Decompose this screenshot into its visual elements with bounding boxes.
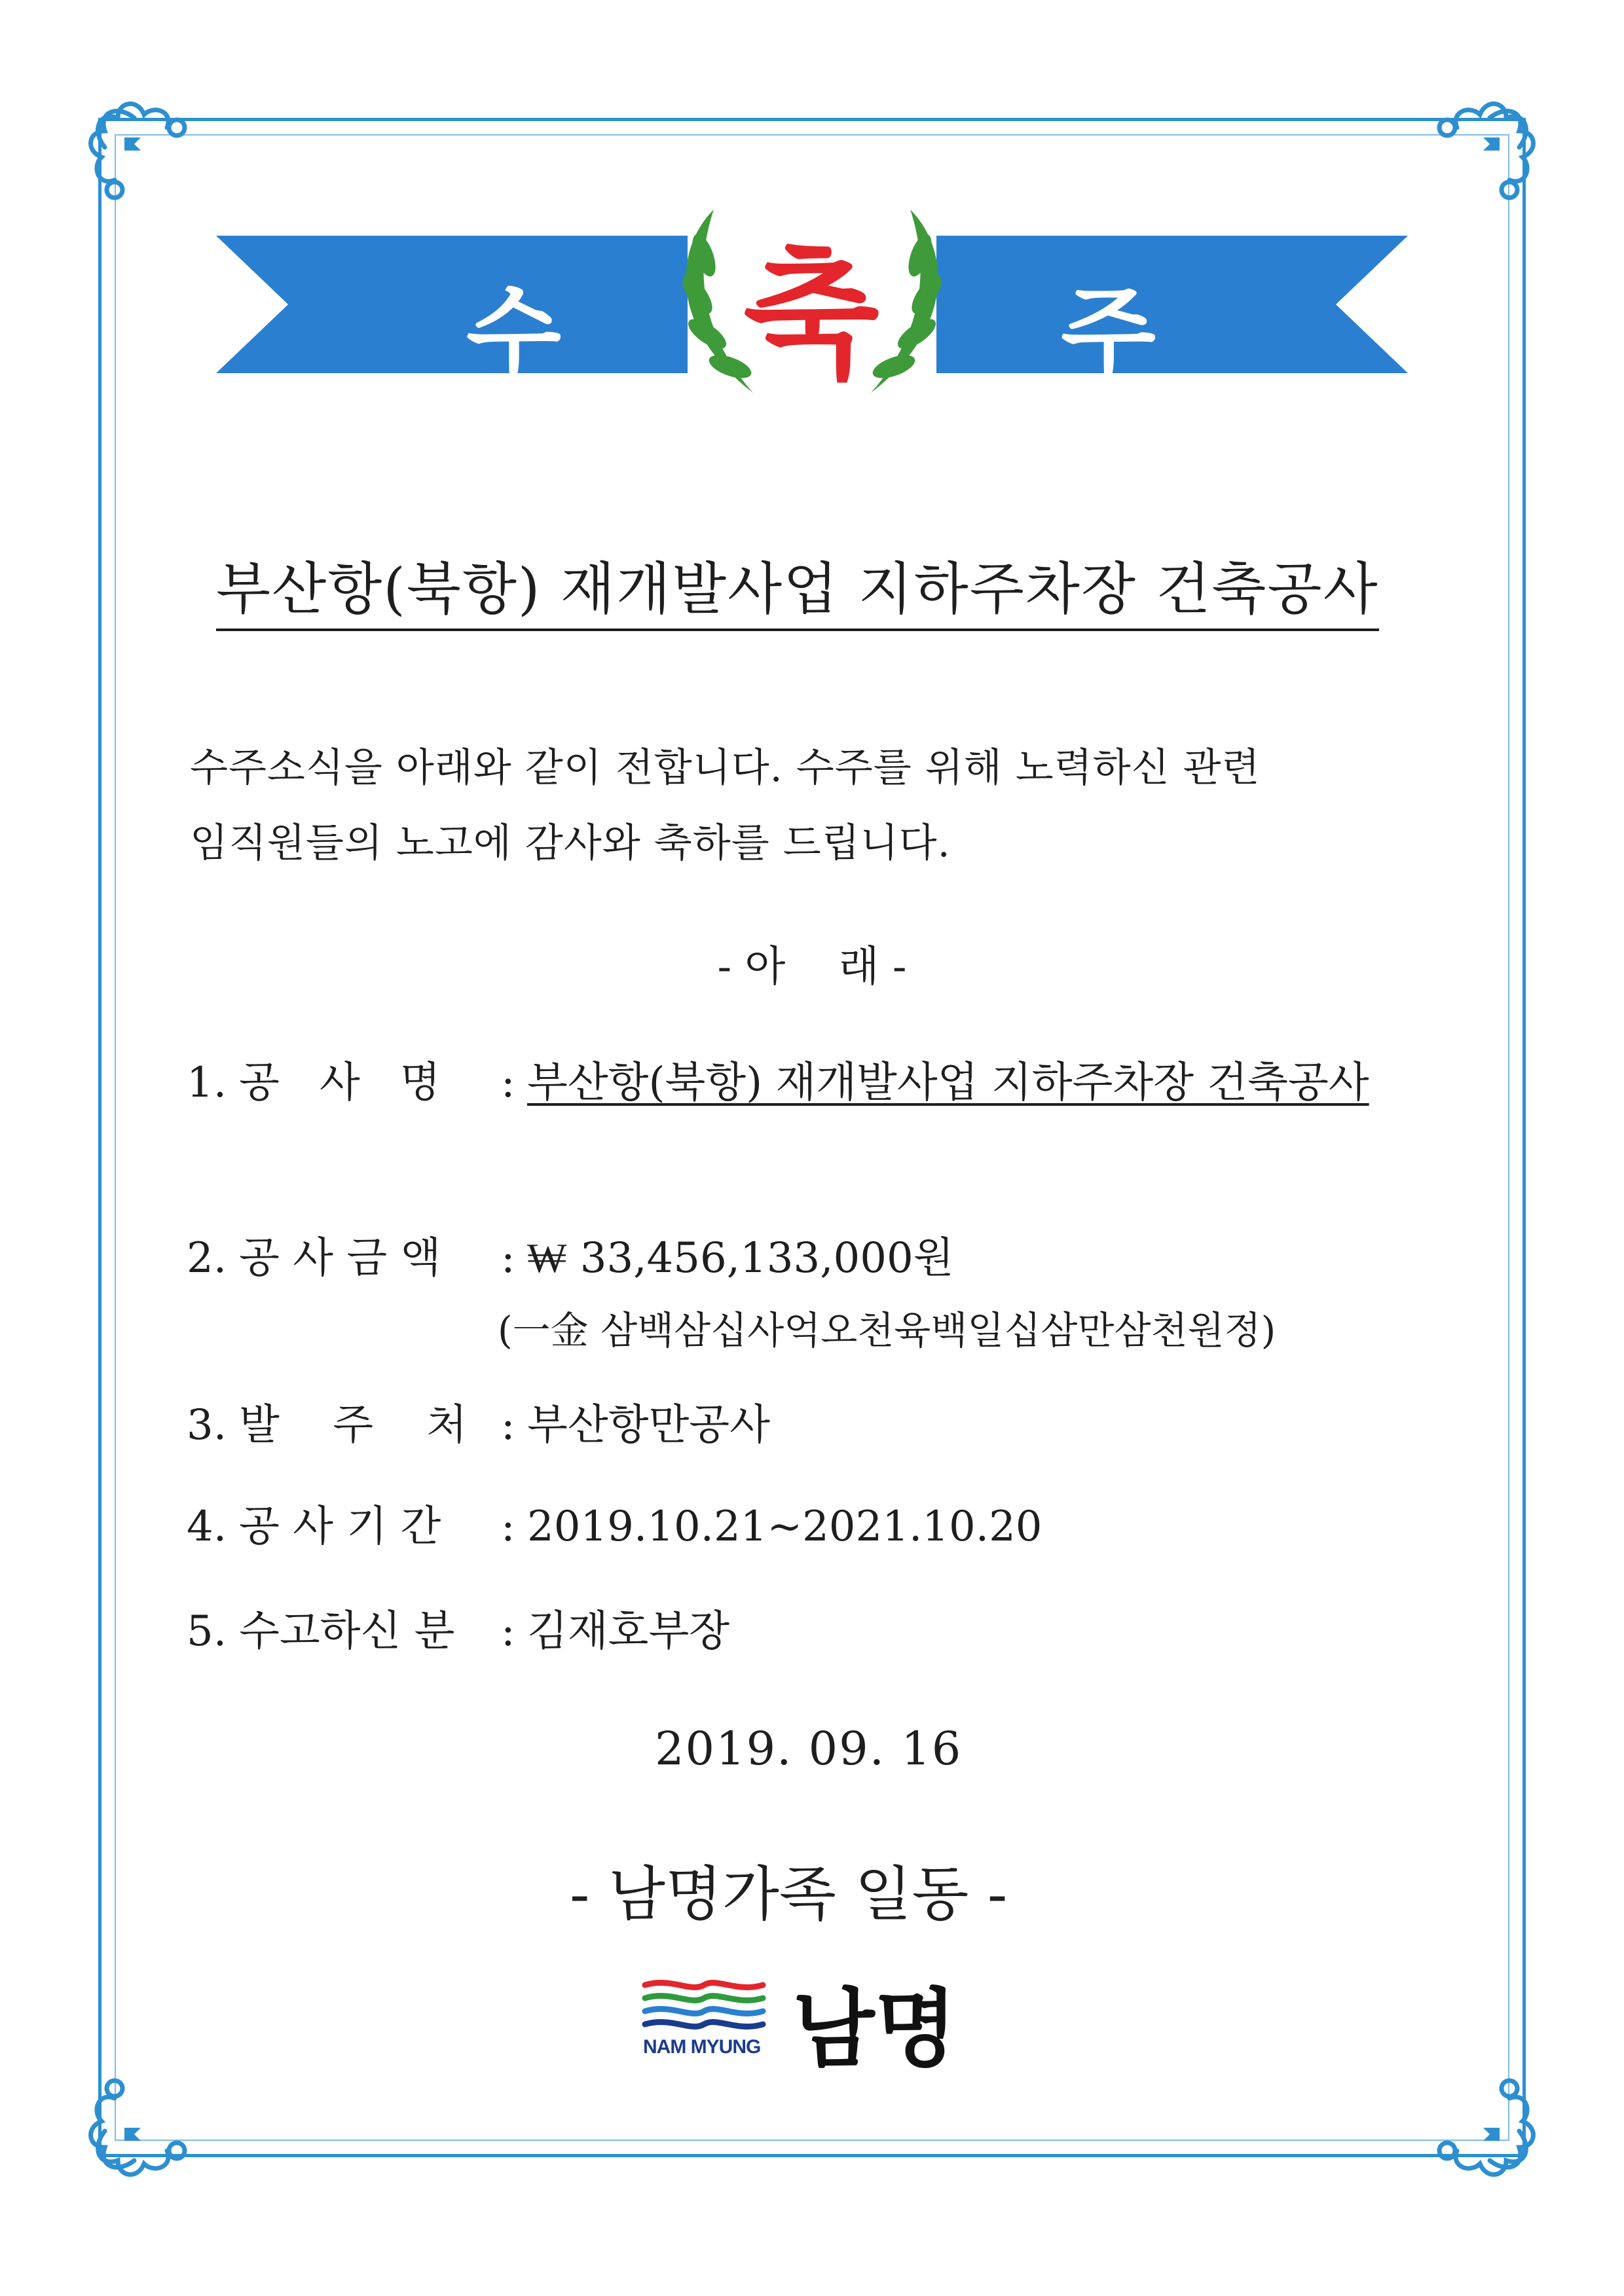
corner-ornament-icon bbox=[79, 92, 190, 203]
banner-right-char: 주 bbox=[1061, 277, 1156, 391]
row-label: 공 사 명 bbox=[239, 1059, 441, 1107]
detail-row-project bbox=[187, 1049, 1369, 1109]
row-label: 공 사 금 액 bbox=[239, 1234, 441, 1283]
row-colon: : bbox=[501, 1607, 515, 1656]
row-value: 부산항(북항) 재개발사업 지하주차장 건축공사 bbox=[527, 1059, 1369, 1107]
row-number: 4. bbox=[187, 1503, 227, 1551]
section-heading: - 아 래 - bbox=[717, 943, 907, 991]
row-number: 3. bbox=[187, 1401, 227, 1449]
detail-row-period bbox=[187, 1493, 1043, 1553]
row-value: 2019.10.21~2021.10.20 bbox=[527, 1503, 1043, 1551]
row-colon: : bbox=[501, 1401, 515, 1449]
row-colon: : bbox=[501, 1059, 515, 1107]
row-label: 공 사 기 간 bbox=[239, 1503, 441, 1551]
detail-row-person bbox=[187, 1597, 729, 1658]
row-colon: : bbox=[501, 1503, 515, 1551]
row-value: 김재호부장 bbox=[527, 1607, 730, 1656]
row-colon: : bbox=[501, 1234, 515, 1283]
corner-ornament-icon bbox=[1434, 92, 1545, 203]
row-label: 수고하신 분 bbox=[239, 1607, 455, 1656]
intro-line-2: 임직원들의 노고에 감사와 축하를 드립니다. bbox=[190, 820, 951, 866]
document-date: 2019. 09. 16 bbox=[655, 1722, 963, 1776]
row-number: 5. bbox=[187, 1607, 227, 1656]
detail-row-client bbox=[187, 1391, 770, 1451]
row-number: 2. bbox=[187, 1234, 227, 1283]
page-border-inner bbox=[115, 134, 1509, 2141]
amount-in-words: (一金 삼백삼십사억오천육백일십삼만삼천원정) bbox=[498, 1308, 1276, 1353]
row-value: 부산항만공사 bbox=[527, 1401, 770, 1449]
banner-center-char: 축 bbox=[743, 233, 879, 397]
row-value: ₩ 33,456,133,000원 bbox=[527, 1234, 954, 1283]
intro-line-1: 수주소식을 아래와 같이 전합니다. 수주를 위해 노력하신 관련 bbox=[190, 745, 1261, 791]
banner-left-char: 수 bbox=[466, 277, 561, 391]
page-title: 부산항(북항) 재개발사업 지하주차장 건축공사 bbox=[216, 543, 1379, 631]
wave-logo-icon bbox=[642, 1977, 766, 2036]
signature-line: - 남명가족 일동 - bbox=[570, 1860, 1008, 1929]
row-label: 발 주 처 bbox=[239, 1401, 468, 1449]
corner-ornament-icon bbox=[79, 2075, 190, 2187]
logo-korean-text: 남명 bbox=[792, 1979, 957, 2079]
row-number: 1. bbox=[187, 1059, 227, 1107]
logo-english-text: NAM MYUNG bbox=[643, 2036, 761, 2058]
corner-ornament-icon bbox=[1434, 2075, 1545, 2187]
detail-row-amount bbox=[187, 1224, 954, 1285]
